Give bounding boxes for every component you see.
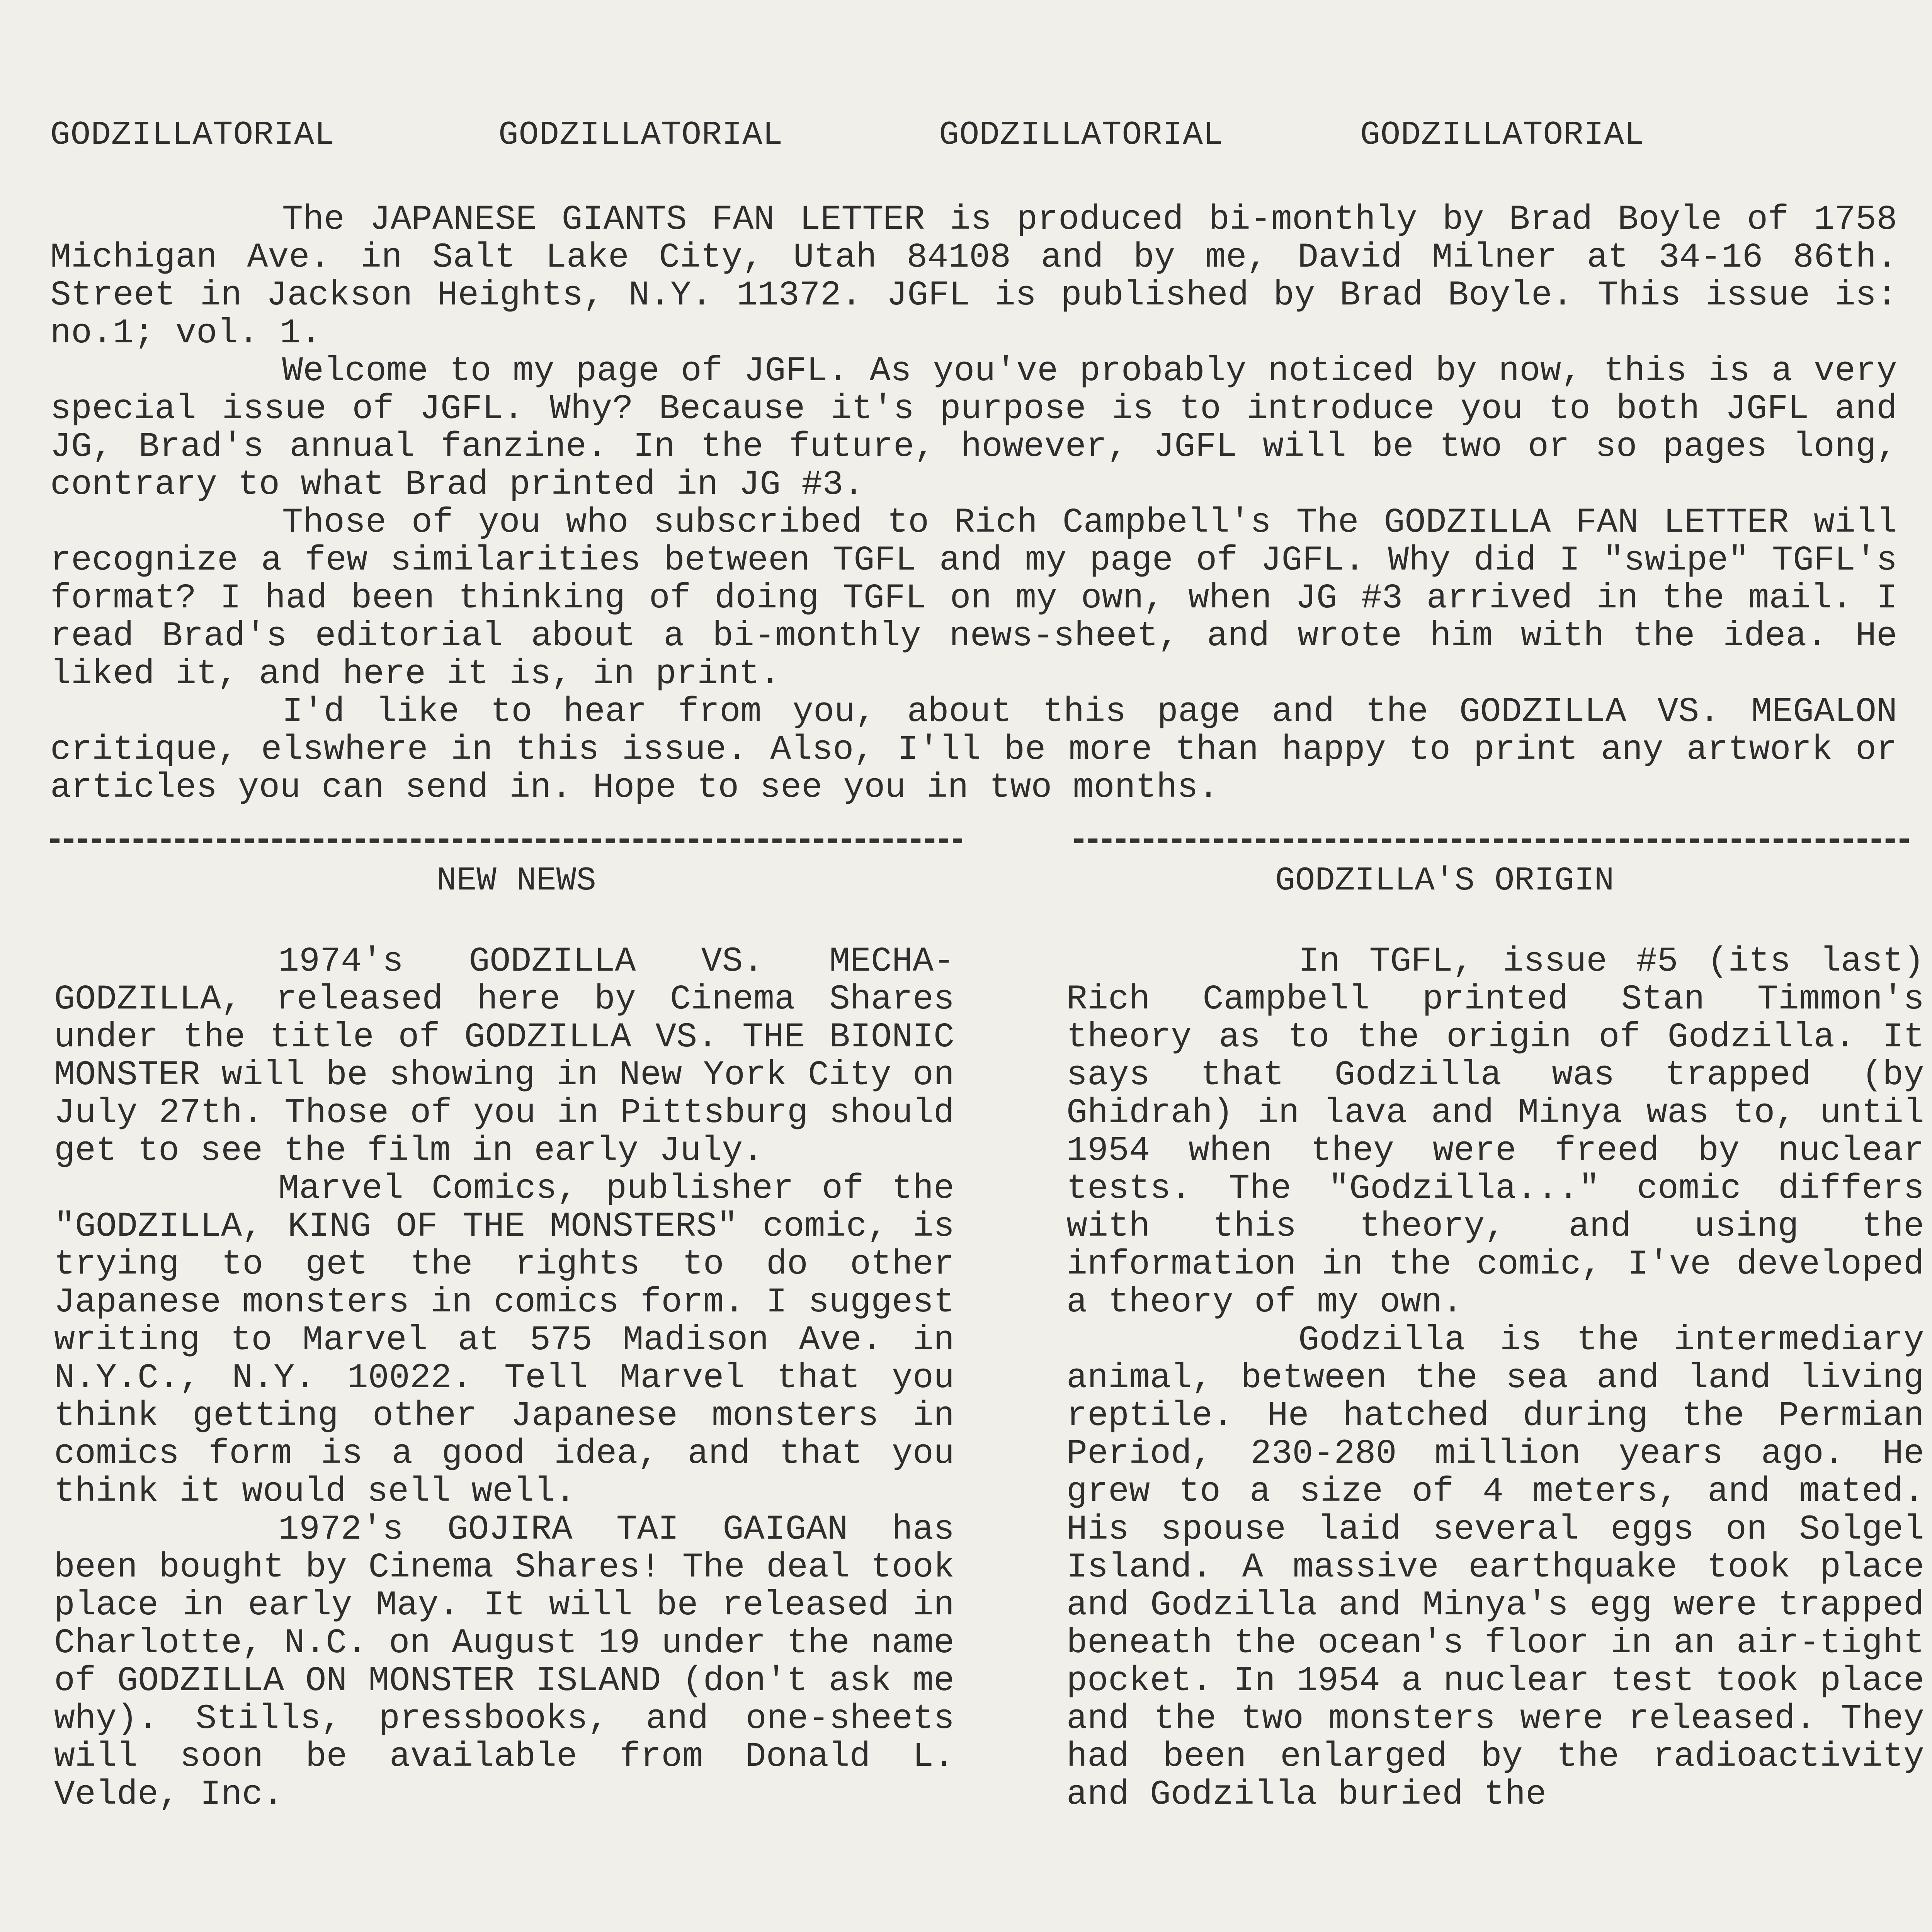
origin-heading: GODZILLA'S ORIGIN [1275, 862, 1614, 900]
header-title: GODZILLATORIAL [1360, 116, 1645, 154]
new-news-column [54, 943, 954, 1814]
origin-column [1066, 943, 1924, 1814]
editorial [50, 201, 1897, 807]
new-news-heading: NEW NEWS [437, 862, 596, 900]
page-header [46, 116, 1747, 158]
dashed-divider [50, 838, 962, 843]
news-item: 1974's GODZILLA VS. MECHA-GODZILLA, released here by Cinema Shares under the title of GODZILLA VS. THE BIONIC MONSTER will be showing in New York City on July 27th. Those of you in Pittsburg should get to see the film in early July. [54, 942, 954, 1171]
news-item: 1972's GOJIRA TAI GAIGAN has been bought by Cinema Shares! The deal took place in early May. It will be released in Charlotte, N.C. on August 19 under the name of GODZILLA ON MONSTER ISLAND (don't ask me why). Stills, pressbooks, and one-sheets will soon be available from Donald L. Velde, Inc. [54, 1510, 954, 1815]
news-item: Marvel Comics, publisher of the "GODZILLA, KING OF THE MONSTERS" comic, is trying to get the rights to do other Japanese monsters in comics form. I suggest writing to Marvel at 575 Madison Ave. in N.Y.C., N.Y. 10022. Tell Marvel that you think getting other Japanese monsters in comics form is a good idea, and that you think it would sell well. [54, 1169, 954, 1512]
editorial-paragraph: Those of you who subscribed to Rich Campbell's The GODZILLA FAN LETTER will recognize a few similarities between TGFL and my page of JGFL. Why did I "swipe" TGFL's format? I had been thinking of doing TGFL on my own, when JG #3 arrived in the mail. I read Brad's editorial about a bi-monthly news-sheet, and wrote him with the idea. He liked it, and here it is, in print. [50, 503, 1897, 694]
header-title: GODZILLATORIAL [50, 116, 335, 154]
header-title: GODZILLATORIAL [498, 116, 783, 154]
editorial-paragraph: I'd like to hear from you, about this page and the GODZILLA VS. MEGALON critique, elswhere in this issue. Also, I'll be more than happy to print any artwork or articles you can send in. Hope to see you in two months. [50, 692, 1897, 808]
header-title: GODZILLATORIAL [939, 116, 1224, 154]
editorial-paragraph: Welcome to my page of JGFL. As you've probably noticed by now, this is a very special issue of JGFL. Why? Because it's purpose is to introduce you to both JGFL and JG, Brad's annual fanzine. In the future, however, JGFL will be two or so pages long, contrary to what Brad printed in JG #3. [50, 352, 1897, 505]
origin-paragraph: In TGFL, issue #5 (its last) Rich Campbell printed Stan Timmon's theory as to the origin of Godzilla. It says that Godzilla was trapped (by Ghidrah) in lava and Minya was to, until 1954 when they were freed by nuclear tests. The "Godzilla..." comic differs with this theory, and using the information in the comic, I've developed a theory of my own. [1066, 942, 1924, 1322]
origin-paragraph: Godzilla is the intermediary animal, between the sea and land living reptile. He hatched during the Permian Period, 230-280 million years ago. He grew to a size of 4 meters, and mated. His spouse laid several eggs on Solgel Island. A massive earthquake took place and Godzilla and Minya's egg were trapped beneath the ocean's floor in an air-tight pocket. In 1954 a nuclear test took place and the two monsters were released. They had been enlarged by the radioactivity and Godzilla buried the [1066, 1321, 1924, 1815]
editorial-paragraph: The JAPANESE GIANTS FAN LETTER is produced bi-monthly by Brad Boyle of 1758 Michigan Ave. in Salt Lake City, Utah 84108 and by me, David Milner at 34-16 86th. Street in Jackson Heights, N.Y. 11372. JGFL is published by Brad Boyle. This issue is: no.1; vol. 1. [50, 200, 1897, 353]
dashed-divider [1074, 838, 1909, 843]
